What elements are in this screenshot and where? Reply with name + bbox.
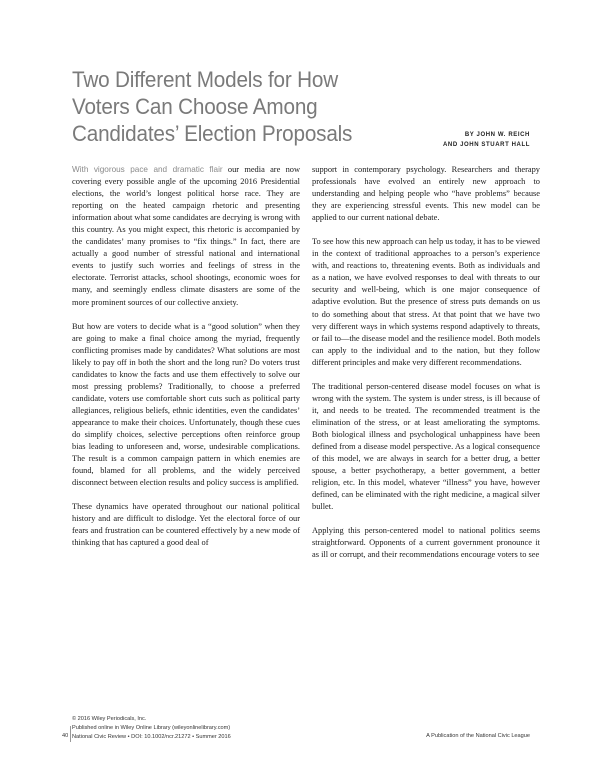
publication-credit: A Publication of the National Civic League <box>426 733 530 739</box>
paragraph: These dynamics have operated throughout our national political history and are difficult to dislodge. Yet the electoral force of our fears and frustration can be countered effectively by a new mode of thinking that has captured a good deal of <box>72 502 300 548</box>
footer-divider <box>70 726 71 742</box>
footer-info <box>72 715 231 742</box>
lead-in-text: With vigorous pace and dramatic flair <box>72 165 223 174</box>
paragraph: To see how this new approach can help us today, it has to be viewed in the context of traditional approaches to a person’s experience with, and reactions to, threatening events. Both as individuals and as a nation, we have evolved responses to deal with threats to our security and well-being, which is one major consequence of adaptive evolution. But the presence of stress puts demands on us to do something about that stress. At that point that we have two very different ways in which systems respond adaptively to threats, or fail to—the disease model and the resilience model. Both models can apply to the individual and to the nation, but they follow different principles and make very different recommendations. <box>312 237 540 367</box>
title-line-1: Two Different Models for How <box>72 67 338 92</box>
page-number: 40 <box>62 733 69 739</box>
byline <box>443 130 530 150</box>
paragraph-text: our media are now covering every possible angle of the upcoming 2016 Presidential elections, the world’s longest political horse race. They are reporting on the heated campaign rhetoric and presenting information about what some candidates are decrying is wrong with this country. As you might expect, this rhetoric is accompanied by the candidates’ many promises to “fix things.” In fact, there are actually a good number of stressful national and international events to justify such worries and feelings of stress in the electorate. Terrorist attacks, school shootings, economic woes for many, and seemingly endless climate disasters are some of the more prominent sources of our collective anxiety. <box>72 165 300 307</box>
byline-author-2: AND JOHN STUART HALL <box>443 142 530 148</box>
paragraph: support in contemporary psychology. Researchers and therapy professionals have evolved an entirely new approach to understanding and helping people who “have problems” because they are experiencing stressful events. This new model can be applied to our current national debate. <box>312 165 540 223</box>
paragraph: But how are voters to decide what is a “good solution” when they are going to make a final choice among the myriad, frequently conflicting promises made by candidates? What solutions are most likely to pay off in both the short and the long run? Do voters trust candidates to know the facts and use them effectively to solve our most pressing problems? Traditionally, to choose a preferred candidate, voters use comfortable short cuts such as political party allegiances, religious beliefs, ethnic identities, even the candidates’ appearance to make their choices. Unfortunately, though these cues do simplify choices, selective perceptions often reinforce group bias leading to unforeseen and, worse, undesirable complications. The result is a common campaign pattern in which enemies are found, blamed for all problems, and the widely perceived disconnect between election results and policy success is amplified. <box>72 321 300 488</box>
citation: National Civic Review • DOI: 10.1002/ncr.21272 • Summer 2016 <box>72 734 231 740</box>
article-title <box>72 66 432 147</box>
paragraph: Applying this person-centered model to national politics seems straightforward. Opponents of a current government pronounce it as ill or corrupt, and their recommendations encourage voters to see <box>312 526 540 560</box>
published-online: Published online in Wiley Online Library (wileyonlinelibrary.com) <box>72 725 231 731</box>
title-line-3: Candidates’ Election Proposals <box>72 121 353 146</box>
right-column <box>312 164 540 573</box>
byline-author-1: BY JOHN W. REICH <box>464 132 530 138</box>
title-line-2: Voters Can Choose Among <box>72 94 318 119</box>
left-column <box>72 164 300 561</box>
copyright: © 2016 Wiley Periodicals, Inc. <box>72 716 147 722</box>
paragraph <box>72 164 300 309</box>
paragraph: The traditional person-centered disease model focuses on what is wrong with the system. The system is under stress, is ill because of it, and needs to be treated. The recommended treatment is the elimination of the stress, or at least ameliorating the symptoms. Both biological illness and psychological unhappiness have been defined from a disease model perspective. As a logical consequence of this model, we are always in search for a better drug, a better spouse, a better psychotherapy, a better government, a better religion, etc. In this model, whatever “illness” you have, however defined, can be eliminated with the right medicine, a magical silver bullet. <box>312 381 540 512</box>
